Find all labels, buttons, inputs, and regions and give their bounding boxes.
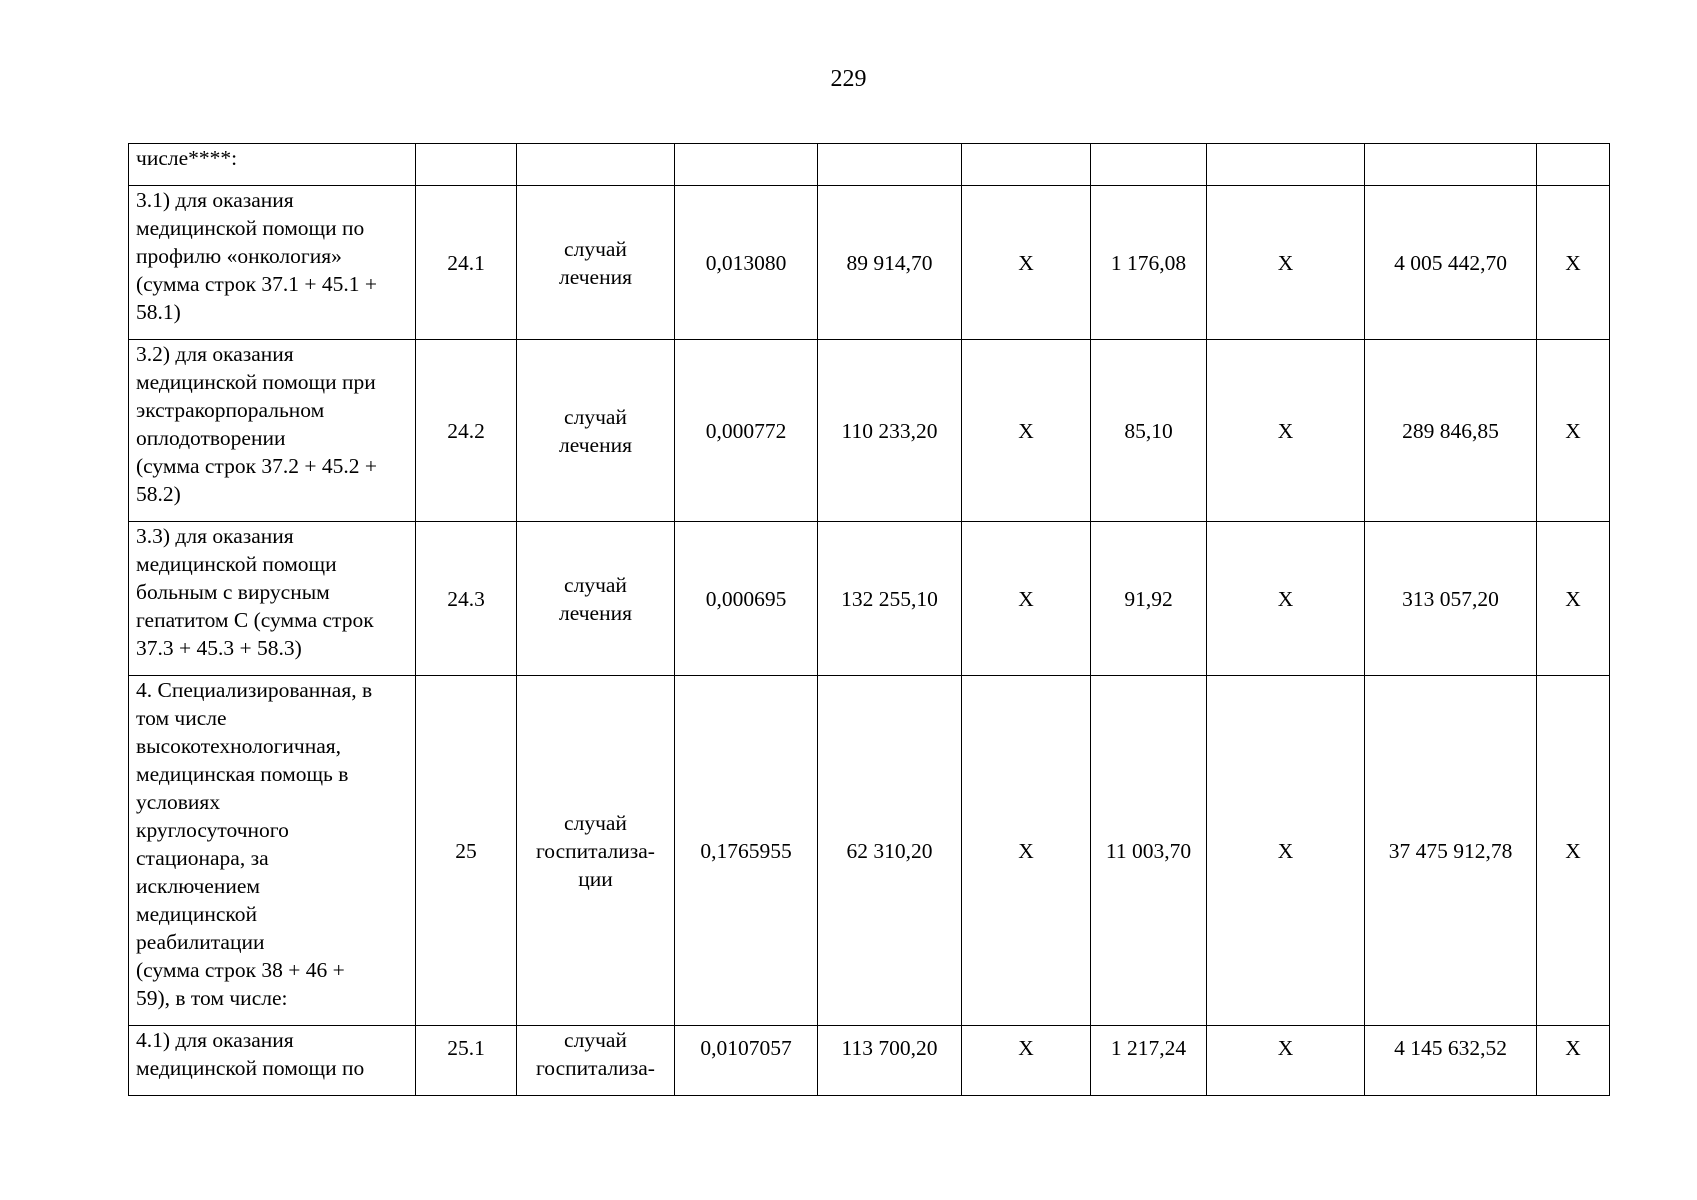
row-name-cell: 4. Специализированная, в том числе высокотехнологичная, медицинская помощь в условиях круглосуточного стационара, за исключением медицинской реабилитации (сумма строк 38 + 46 + 59), в том числе: [129, 676, 416, 1026]
value-cell: 1 217,24 [1091, 1026, 1207, 1096]
value-cell: Х [962, 340, 1091, 522]
row-name-cell: 4.1) для оказания медицинской помощи по [129, 1026, 416, 1096]
value-cell [1207, 144, 1365, 186]
row-name-cell: числе****: [129, 144, 416, 186]
table-row [129, 676, 1610, 1026]
cost-cell: 62 310,20 [818, 676, 962, 1026]
value-cell: Х [1207, 676, 1365, 1026]
cost-cell: 110 233,20 [818, 340, 962, 522]
table-row [129, 144, 1610, 186]
norm-cell: 0,1765955 [675, 676, 818, 1026]
value-cell: Х [1537, 1026, 1610, 1096]
value-cell: 85,10 [1091, 340, 1207, 522]
value-cell: Х [1207, 340, 1365, 522]
unit-cell [517, 144, 675, 186]
cost-cell: 113 700,20 [818, 1026, 962, 1096]
value-cell [962, 144, 1091, 186]
value-cell: 313 057,20 [1365, 522, 1537, 676]
value-cell: Х [962, 186, 1091, 340]
value-cell: 11 003,70 [1091, 676, 1207, 1026]
cost-cell [818, 144, 962, 186]
table-row [129, 522, 1610, 676]
row-number-cell: 24.3 [416, 522, 517, 676]
row-name-cell: 3.3) для оказания медицинской помощи больным с вирусным гепатитом С (сумма строк 37.3 + 45.3 + 58.3) [129, 522, 416, 676]
row-number-cell [416, 144, 517, 186]
value-cell: Х [962, 1026, 1091, 1096]
table-row [129, 186, 1610, 340]
value-cell: Х [962, 676, 1091, 1026]
unit-cell: случай лечения [517, 522, 675, 676]
row-number-cell: 25.1 [416, 1026, 517, 1096]
value-cell: Х [1207, 1026, 1365, 1096]
value-cell: Х [1207, 522, 1365, 676]
value-cell [1537, 144, 1610, 186]
value-cell: Х [1537, 186, 1610, 340]
value-cell: 37 475 912,78 [1365, 676, 1537, 1026]
value-cell [1091, 144, 1207, 186]
page-number: 229 [830, 66, 867, 92]
row-number-cell: 24.2 [416, 340, 517, 522]
value-cell: 289 846,85 [1365, 340, 1537, 522]
norm-cell: 0,0107057 [675, 1026, 818, 1096]
norm-cell: 0,013080 [675, 186, 818, 340]
unit-cell: случай госпитализа- [517, 1026, 675, 1096]
table-row [129, 1026, 1610, 1096]
data-table [128, 143, 1610, 1096]
cost-cell: 89 914,70 [818, 186, 962, 340]
unit-cell: случай госпитализа- ции [517, 676, 675, 1026]
value-cell: 4 145 632,52 [1365, 1026, 1537, 1096]
row-name-cell: 3.1) для оказания медицинской помощи по профилю «онкология» (сумма строк 37.1 + 45.1 + 58.1) [129, 186, 416, 340]
norm-cell: 0,000695 [675, 522, 818, 676]
row-number-cell: 25 [416, 676, 517, 1026]
value-cell: Х [1537, 340, 1610, 522]
row-name-cell: 3.2) для оказания медицинской помощи при экстракорпоральном оплодотворении (сумма строк 37.2 + 45.2 + 58.2) [129, 340, 416, 522]
value-cell: 91,92 [1091, 522, 1207, 676]
unit-cell: случай лечения [517, 340, 675, 522]
value-cell: 4 005 442,70 [1365, 186, 1537, 340]
value-cell [1365, 144, 1537, 186]
cost-cell: 132 255,10 [818, 522, 962, 676]
table-row [129, 340, 1610, 522]
norm-cell: 0,000772 [675, 340, 818, 522]
norm-cell [675, 144, 818, 186]
value-cell: Х [962, 522, 1091, 676]
value-cell: Х [1537, 676, 1610, 1026]
unit-cell: случай лечения [517, 186, 675, 340]
value-cell: Х [1537, 522, 1610, 676]
value-cell: 1 176,08 [1091, 186, 1207, 340]
value-cell: Х [1207, 186, 1365, 340]
row-number-cell: 24.1 [416, 186, 517, 340]
